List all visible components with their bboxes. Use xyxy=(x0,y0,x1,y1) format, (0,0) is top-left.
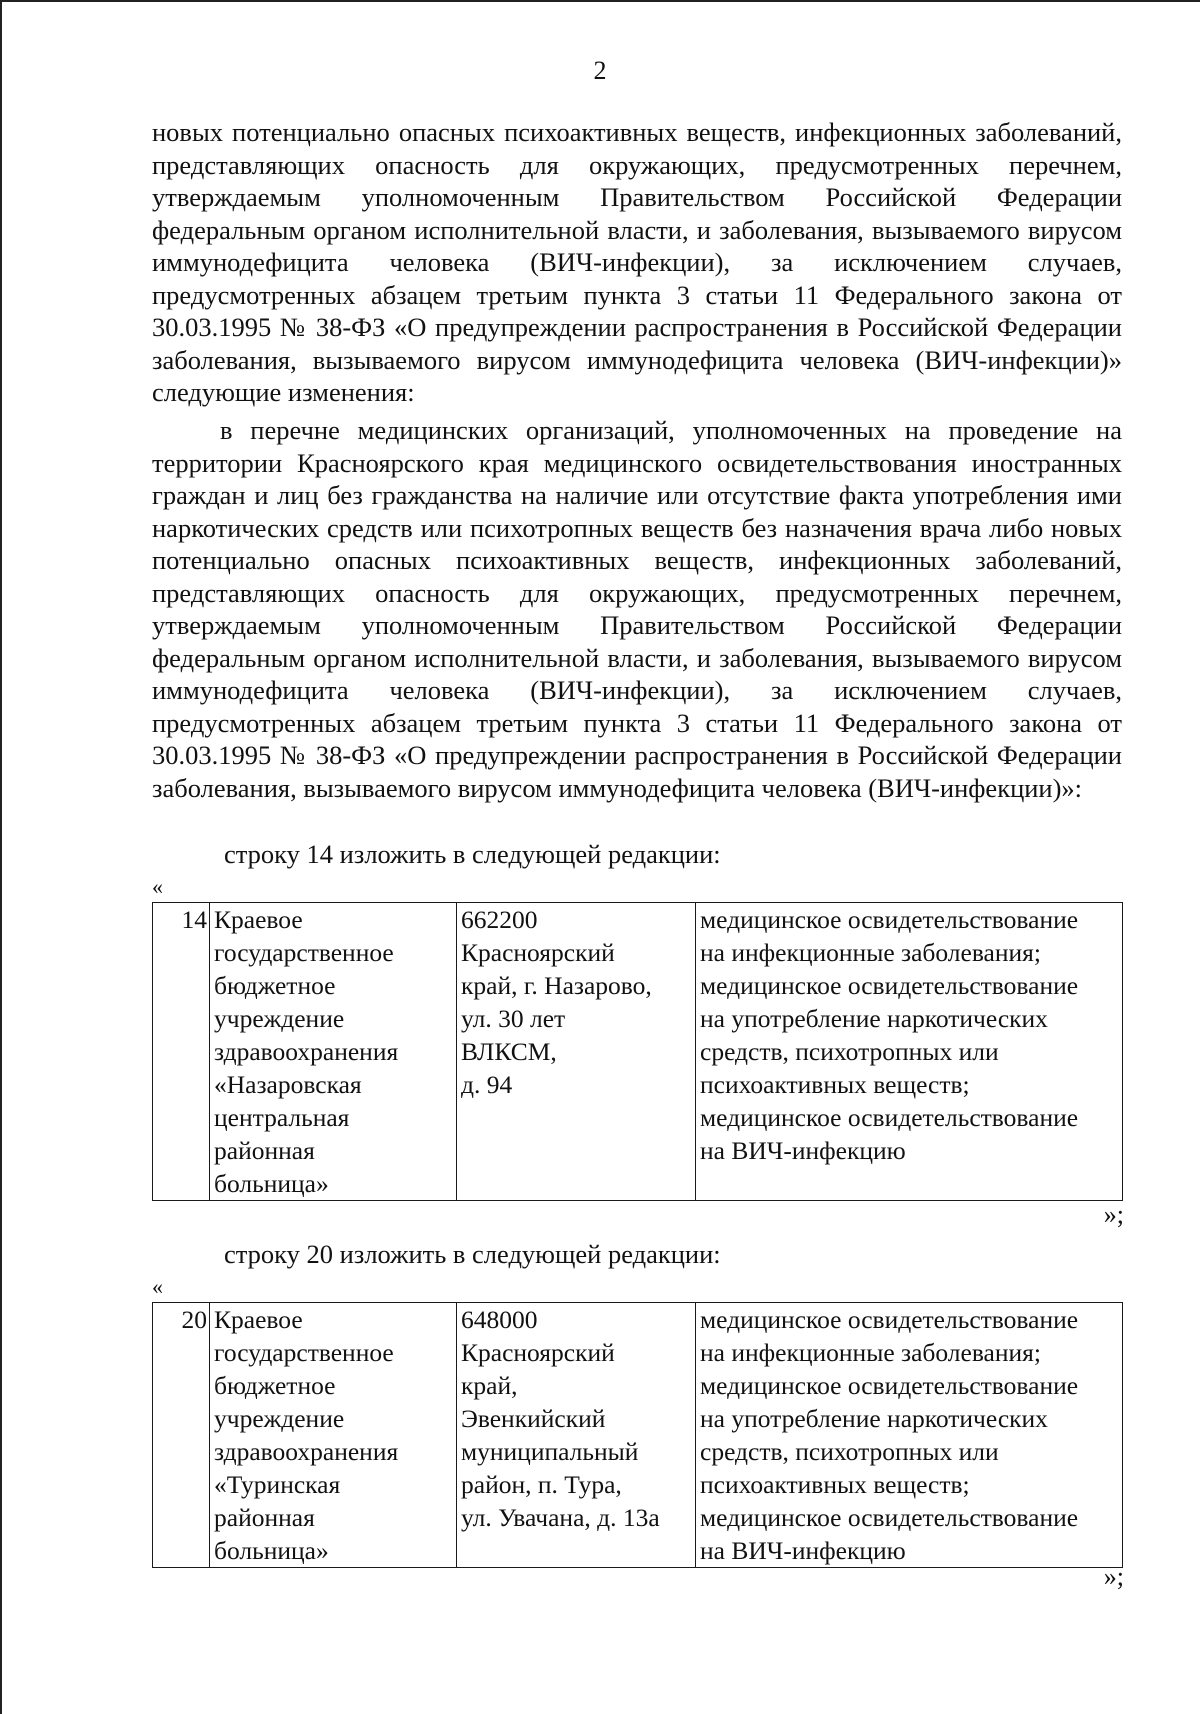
name-line: бюджетное xyxy=(214,1371,336,1400)
service-line: медицинское освидетельствование xyxy=(700,971,1079,1000)
table-row-20 xyxy=(152,1302,1123,1568)
quote-open: « xyxy=(152,1274,163,1299)
row-number: 20 xyxy=(153,1303,210,1568)
row-number: 14 xyxy=(153,903,210,1201)
service-line: на ВИЧ-инфекцию xyxy=(700,1536,906,1565)
organization-name xyxy=(210,1303,457,1568)
organization-address xyxy=(457,1303,696,1568)
page-edge-top xyxy=(0,0,1200,2)
service-line: медицинское освидетельствование xyxy=(700,905,1079,934)
paragraph-continuation: новых потенциально опасных психоактивных веществ, инфекционных заболеваний, представляющих опасность для окружающих, предусмотренных перечнем, утверждаемым уполномоченным Правительством Российской Федерации федеральным органом исполнительной власти, и заболевания, вызываемого вирусом иммунодефицита человека (ВИЧ-инфекции), за исключением случаев, предусмотренных абзацем третьим пункта 3 статьи 11 Федерального закона от 30.03.1995 № 38-ФЗ «О предупреждении распространения в Российской Федерации заболевания, вызываемого вирусом иммунодефицита человека (ВИЧ-инфекции)» следующие изменения: xyxy=(152,117,1122,407)
address-line: д. 94 xyxy=(461,1070,513,1099)
name-line: больница» xyxy=(214,1169,329,1198)
name-line: государственное xyxy=(214,938,394,967)
service-line: психоактивных веществ; xyxy=(700,1470,970,1499)
address-line: ул. 30 лет xyxy=(461,1004,566,1033)
page-edge-left xyxy=(0,0,2,1714)
name-line: больница» xyxy=(214,1536,329,1565)
name-line: центральная xyxy=(214,1103,350,1132)
name-line: учреждение xyxy=(214,1404,345,1433)
address-line: 648000 xyxy=(461,1305,538,1334)
service-line: на употребление наркотических xyxy=(700,1404,1048,1433)
name-line: районная xyxy=(214,1503,315,1532)
address-line: ВЛКСМ, xyxy=(461,1037,557,1066)
address-line: 662200 xyxy=(461,905,538,934)
service-line: средств, психотропных или xyxy=(700,1037,999,1066)
name-line: учреждение xyxy=(214,1004,345,1033)
table-row xyxy=(153,1303,1123,1568)
name-line: бюджетное xyxy=(214,971,336,1000)
address-line: район, п. Тура, xyxy=(461,1470,622,1499)
name-line: Краевое xyxy=(214,1305,303,1334)
services xyxy=(696,903,1123,1201)
name-line: здравоохранения xyxy=(214,1037,399,1066)
name-line: здравоохранения xyxy=(214,1437,399,1466)
address-line: край, г. Назарово, xyxy=(461,971,652,1000)
instruction-row-20: строку 20 изложить в следующей редакции: xyxy=(224,1239,721,1269)
service-line: на употребление наркотических xyxy=(700,1004,1048,1033)
quote-open: « xyxy=(152,874,163,899)
address-line: Эвенкийский xyxy=(461,1404,606,1433)
name-line: государственное xyxy=(214,1338,394,1367)
quote-close: »; xyxy=(1103,1562,1124,1591)
service-line: медицинское освидетельствование xyxy=(700,1503,1079,1532)
service-line: психоактивных веществ; xyxy=(700,1070,970,1099)
name-line: «Туринская xyxy=(214,1470,341,1499)
page-number: 2 xyxy=(593,56,607,85)
address-line: Красноярский xyxy=(461,938,615,967)
service-line: на ВИЧ-инфекцию xyxy=(700,1136,906,1165)
service-line: на инфекционные заболевания; xyxy=(700,938,1041,967)
service-line: медицинское освидетельствование xyxy=(700,1305,1079,1334)
address-line: ул. Увачана, д. 13а xyxy=(461,1503,660,1532)
name-line: Краевое xyxy=(214,905,303,934)
address-line: Красноярский xyxy=(461,1338,615,1367)
organization-address xyxy=(457,903,696,1201)
services xyxy=(696,1303,1123,1568)
service-line: медицинское освидетельствование xyxy=(700,1103,1079,1132)
instruction-row-14: строку 14 изложить в следующей редакции: xyxy=(224,839,721,869)
address-line: край, xyxy=(461,1371,518,1400)
service-line: на инфекционные заболевания; xyxy=(700,1338,1041,1367)
table-row xyxy=(153,903,1123,1201)
address-line: муниципальный xyxy=(461,1437,639,1466)
name-line: «Назаровская xyxy=(214,1070,362,1099)
paragraph-amendment: в перечне медицинских организаций, уполномоченных на проведение на территории Красноярского края медицинского освидетельствования иностранных граждан и лиц без гражданства на наличие или отсутствие факта употребления ими наркотических средств или психотропных веществ без назначения врача либо новых потенциально опасных психоактивных веществ, инфекционных заболеваний, представляющих опасность для окружающих, предусмотренных перечнем, утверждаемым уполномоченным Правительством Российской Федерации федеральным органом исполнительной власти, и заболевания, вызываемого вирусом иммунодефицита человека (ВИЧ-инфекции), за исключением случаев, предусмотренных абзацем третьим пункта 3 статьи 11 Федерального закона от 30.03.1995 № 38-ФЗ «О предупреждении распространения в Российской Федерации заболевания, вызываемого вирусом иммунодефицита человека (ВИЧ-инфекции)»: xyxy=(152,415,1122,803)
organization-name xyxy=(210,903,457,1201)
quote-close: »; xyxy=(1103,1200,1124,1229)
service-line: средств, психотропных или xyxy=(700,1437,999,1466)
service-line: медицинское освидетельствование xyxy=(700,1371,1079,1400)
table-row-14 xyxy=(152,902,1123,1201)
name-line: районная xyxy=(214,1136,315,1165)
